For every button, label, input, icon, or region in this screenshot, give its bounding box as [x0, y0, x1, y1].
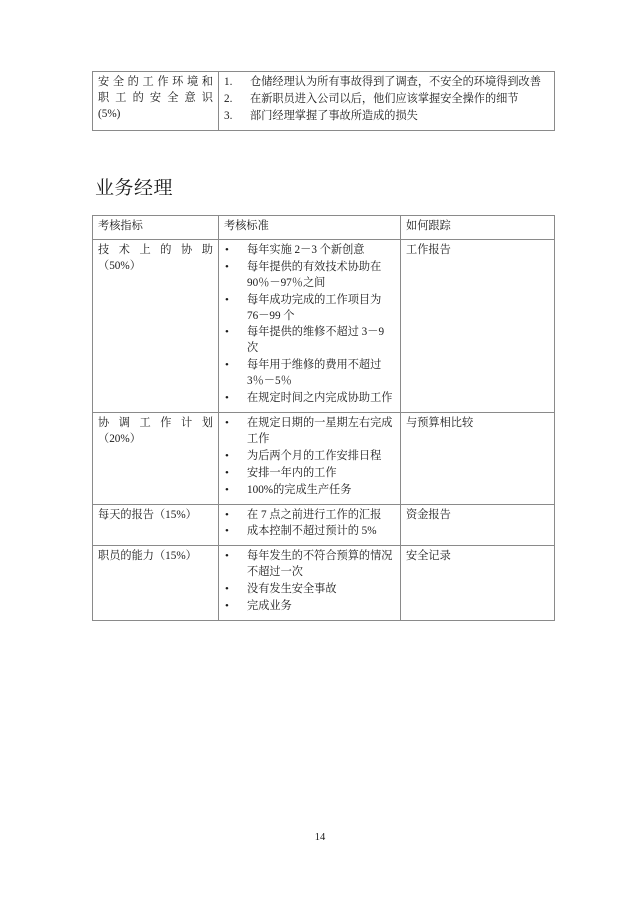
cell-criteria-technical-support [219, 239, 401, 412]
cell-tracking-daily-report: 资金报告 [401, 504, 555, 546]
cell-indicator-daily-report [93, 504, 219, 546]
column-header-indicator: 考核指标 [93, 216, 219, 240]
cell-criteria-safety [219, 72, 555, 131]
list-item: • 100%的完成生产任务 [224, 483, 395, 499]
list-item: • 每年成功完成的工作项目为 76－99 个 [224, 293, 395, 325]
list-item: 部门经理掌握了事故所造成的损失 [250, 109, 418, 122]
list-item: • 每年提供的维修不超过 3－9 次 [224, 325, 395, 357]
cell-criteria-staff-capability [219, 546, 401, 621]
table-row [93, 72, 555, 131]
cell-criteria-daily-report [219, 504, 401, 546]
list-item: • 没有发生安全事故 [224, 582, 395, 598]
indicator-name: 职员的能力（15%） [98, 550, 197, 563]
indicator-percent: (5%) [98, 107, 121, 120]
indicator-name: 技术上的协助 [98, 243, 213, 256]
list-item: • 每年用于维修的费用不超过 3％－5％ [224, 358, 395, 390]
list-item: • 在规定日期的一星期左右完成工作 [224, 416, 395, 448]
indicator-weight: （50%） [98, 259, 141, 272]
cell-indicator-work-plan [93, 412, 219, 504]
list-item: • 安排一年内的工作 [224, 466, 395, 482]
list-item: • 完成业务 [224, 599, 395, 615]
column-header-tracking: 如何跟踪 [401, 216, 555, 240]
list-item: • 每年实施 2－3 个新创意 [224, 243, 395, 259]
table-row [93, 546, 555, 621]
indicator-name: 每天的报告（15%） [98, 508, 197, 521]
table-row [93, 239, 555, 412]
safety-indicator-table [92, 71, 555, 131]
list-item: • 在规定时间之内完成协助工作 [224, 391, 395, 407]
cell-indicator-safety [93, 72, 219, 131]
table-header-row [93, 216, 555, 240]
bulleted-criteria-list [224, 243, 395, 407]
table-row [93, 412, 555, 504]
bulleted-criteria-list [224, 549, 395, 615]
indicator-line-1: 安全的工作环境和 [98, 76, 213, 88]
list-item: • 每年提供的有效技术协助在 90％－97％之间 [224, 260, 395, 292]
list-item: • 成本控制不超过预计的 5% [224, 524, 395, 540]
cell-tracking-work-plan: 与预算相比较 [401, 412, 555, 504]
list-item: • 为后两个月的工作安排日程 [224, 449, 395, 465]
table-row [93, 504, 555, 546]
bulleted-criteria-list [224, 508, 395, 541]
list-item: 仓储经理认为所有事故得到了调查，不安全的环境得到改善 [250, 76, 541, 88]
cell-indicator-staff-capability [93, 546, 219, 621]
indicator-line-2: 职工的安全意识 [98, 91, 213, 104]
numbered-criteria-list [224, 75, 549, 125]
indicator-name: 协调工作计划 [98, 416, 213, 429]
page-number: 14 [314, 832, 326, 843]
page-title: 业务经理 [95, 178, 174, 199]
performance-criteria-table [92, 215, 555, 621]
list-item: 在新职员进入公司以后，他们应该掌握安全操作的细节 [250, 92, 519, 105]
list-item: • 在 7 点之前进行工作的汇报 [224, 508, 395, 524]
cell-criteria-work-plan [219, 412, 401, 504]
cell-tracking-technical-support: 工作报告 [401, 239, 555, 412]
cell-tracking-staff-capability: 安全记录 [401, 546, 555, 621]
cell-indicator-technical-support [93, 239, 219, 412]
indicator-weight: （20%） [98, 432, 141, 445]
bulleted-criteria-list [224, 416, 395, 499]
list-item: • 每年发生的不符合预算的情况不超过一次 [224, 549, 395, 581]
column-header-criteria: 考核标准 [219, 216, 401, 240]
